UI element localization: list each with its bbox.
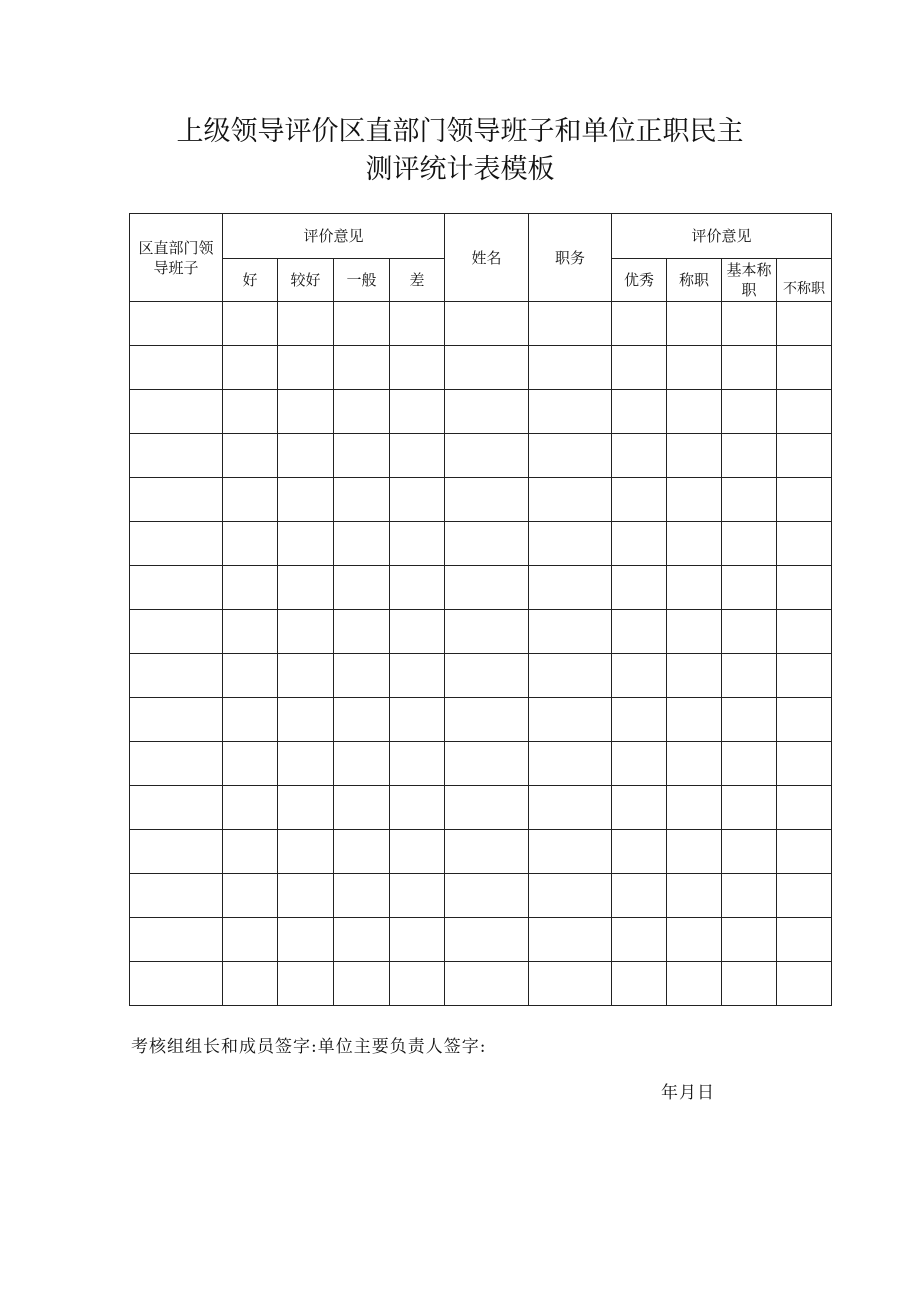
table-cell[interactable]: [612, 346, 667, 390]
table-cell[interactable]: [223, 434, 278, 478]
table-cell[interactable]: [777, 654, 832, 698]
table-cell[interactable]: [667, 830, 722, 874]
table-cell[interactable]: [130, 390, 223, 434]
table-cell[interactable]: [667, 654, 722, 698]
table-cell[interactable]: [529, 302, 612, 346]
table-row: [130, 346, 832, 390]
table-cell[interactable]: [445, 654, 529, 698]
table-cell[interactable]: [667, 874, 722, 918]
header-incompetent: 不称职: [777, 259, 832, 302]
table-cell[interactable]: [445, 434, 529, 478]
table-cell[interactable]: [390, 874, 445, 918]
table-cell[interactable]: [667, 918, 722, 962]
table-cell[interactable]: [777, 874, 832, 918]
table-row: [130, 830, 832, 874]
header-dept-team: 区直部门领导班子: [130, 214, 223, 302]
table-cell[interactable]: [667, 698, 722, 742]
header-evaluation-2: 评价意见: [612, 214, 832, 259]
table-cell[interactable]: [278, 434, 334, 478]
table-cell[interactable]: [223, 698, 278, 742]
table-cell[interactable]: [529, 962, 612, 1006]
table-cell[interactable]: [529, 874, 612, 918]
table-cell[interactable]: [278, 478, 334, 522]
table-cell[interactable]: [445, 390, 529, 434]
table-cell[interactable]: [445, 478, 529, 522]
table-cell[interactable]: [390, 434, 445, 478]
table-cell[interactable]: [612, 522, 667, 566]
table-cell[interactable]: [612, 390, 667, 434]
table-row: [130, 478, 832, 522]
table-cell[interactable]: [445, 566, 529, 610]
table-cell[interactable]: [445, 786, 529, 830]
table-cell[interactable]: [390, 742, 445, 786]
table-cell[interactable]: [130, 742, 223, 786]
table-cell[interactable]: [722, 830, 777, 874]
table-cell[interactable]: [278, 566, 334, 610]
table-cell[interactable]: [777, 302, 832, 346]
table-cell[interactable]: [223, 610, 278, 654]
table-cell[interactable]: [529, 478, 612, 522]
table-cell[interactable]: [130, 830, 223, 874]
table-cell[interactable]: [722, 654, 777, 698]
table-cell[interactable]: [529, 390, 612, 434]
table-cell[interactable]: [223, 654, 278, 698]
table-cell[interactable]: [667, 434, 722, 478]
table-cell[interactable]: [334, 654, 390, 698]
table-cell[interactable]: [612, 478, 667, 522]
table-cell[interactable]: [667, 786, 722, 830]
table-row: [130, 654, 832, 698]
table-cell[interactable]: [612, 698, 667, 742]
header-poor: 差: [390, 259, 445, 302]
table-cell[interactable]: [777, 434, 832, 478]
table-cell[interactable]: [612, 434, 667, 478]
table-cell[interactable]: [278, 786, 334, 830]
table-cell[interactable]: [722, 874, 777, 918]
table-cell[interactable]: [722, 522, 777, 566]
table-cell[interactable]: [334, 830, 390, 874]
table-cell[interactable]: [278, 610, 334, 654]
header-fairly-good: 较好: [278, 259, 334, 302]
table-row: [130, 874, 832, 918]
table-cell[interactable]: [445, 918, 529, 962]
table-cell[interactable]: [722, 698, 777, 742]
table-cell[interactable]: [722, 302, 777, 346]
table-cell[interactable]: [777, 346, 832, 390]
table-cell[interactable]: [334, 390, 390, 434]
table-cell[interactable]: [612, 874, 667, 918]
table-cell[interactable]: [278, 830, 334, 874]
table-cell[interactable]: [334, 302, 390, 346]
table-row: [130, 962, 832, 1006]
table-cell[interactable]: [667, 478, 722, 522]
table-cell[interactable]: [722, 962, 777, 1006]
table-cell[interactable]: [612, 566, 667, 610]
header-basically-competent: 基本称职: [722, 259, 777, 302]
table-cell[interactable]: [130, 566, 223, 610]
table-row: [130, 390, 832, 434]
date-line: 年月日: [661, 1083, 715, 1103]
table-cell[interactable]: [334, 478, 390, 522]
table-cell[interactable]: [612, 962, 667, 1006]
table-cell[interactable]: [223, 962, 278, 1006]
table-cell[interactable]: [777, 478, 832, 522]
table-cell[interactable]: [334, 434, 390, 478]
table-cell[interactable]: [722, 346, 777, 390]
table-row: [130, 610, 832, 654]
table-cell[interactable]: [390, 962, 445, 1006]
table-cell[interactable]: [334, 786, 390, 830]
table-row: [130, 522, 832, 566]
table-cell[interactable]: [334, 698, 390, 742]
table-cell[interactable]: [777, 742, 832, 786]
table-cell[interactable]: [667, 610, 722, 654]
table-cell[interactable]: [130, 962, 223, 1006]
table-cell[interactable]: [445, 610, 529, 654]
table-cell[interactable]: [130, 346, 223, 390]
header-excellent: 优秀: [612, 259, 667, 302]
table-cell[interactable]: [130, 610, 223, 654]
table-cell[interactable]: [612, 830, 667, 874]
table-cell[interactable]: [278, 742, 334, 786]
document-title-line1: 上级领导评价区直部门领导班子和单位正职民主: [176, 116, 744, 147]
table-cell[interactable]: [130, 654, 223, 698]
table-cell[interactable]: [777, 522, 832, 566]
table-cell[interactable]: [334, 566, 390, 610]
document-title-line2: 测评统计表模板: [365, 154, 555, 185]
table-cell[interactable]: [722, 610, 777, 654]
header-competent: 称职: [667, 259, 722, 302]
table-cell[interactable]: [334, 522, 390, 566]
table-cell[interactable]: [223, 478, 278, 522]
table-cell[interactable]: [334, 918, 390, 962]
header-position: 职务: [529, 214, 612, 302]
table-cell[interactable]: [334, 742, 390, 786]
table-cell[interactable]: [390, 698, 445, 742]
table-cell[interactable]: [390, 786, 445, 830]
table-cell[interactable]: [390, 918, 445, 962]
table-cell[interactable]: [529, 830, 612, 874]
table-cell[interactable]: [390, 610, 445, 654]
table-cell[interactable]: [667, 302, 722, 346]
table-cell[interactable]: [722, 390, 777, 434]
table-cell[interactable]: [529, 742, 612, 786]
table-cell[interactable]: [722, 918, 777, 962]
table-cell[interactable]: [445, 962, 529, 1006]
table-cell[interactable]: [223, 522, 278, 566]
table-cell[interactable]: [130, 786, 223, 830]
table-cell[interactable]: [529, 698, 612, 742]
table-cell[interactable]: [278, 346, 334, 390]
table-cell[interactable]: [278, 522, 334, 566]
table-cell[interactable]: [529, 434, 612, 478]
table-body: [130, 302, 832, 1006]
table-cell[interactable]: [390, 302, 445, 346]
table-cell[interactable]: [612, 302, 667, 346]
table-cell[interactable]: [612, 610, 667, 654]
table-cell[interactable]: [529, 346, 612, 390]
table-cell[interactable]: [529, 654, 612, 698]
signature-line: 考核组组长和成员签字:单位主要负责人签字:: [131, 1037, 487, 1057]
table-cell[interactable]: [334, 874, 390, 918]
table-cell[interactable]: [334, 610, 390, 654]
table-cell[interactable]: [612, 786, 667, 830]
table-cell[interactable]: [130, 522, 223, 566]
table-cell[interactable]: [223, 830, 278, 874]
table-cell[interactable]: [130, 302, 223, 346]
table-cell[interactable]: [390, 478, 445, 522]
header-name: 姓名: [445, 214, 529, 302]
table-cell[interactable]: [777, 918, 832, 962]
table-cell[interactable]: [445, 522, 529, 566]
table-cell[interactable]: [667, 742, 722, 786]
table-cell[interactable]: [722, 742, 777, 786]
table-cell[interactable]: [223, 566, 278, 610]
table-cell[interactable]: [390, 654, 445, 698]
table-cell[interactable]: [130, 918, 223, 962]
table-cell[interactable]: [612, 654, 667, 698]
table-cell[interactable]: [612, 918, 667, 962]
header-evaluation-1: 评价意见: [223, 214, 445, 259]
table-cell[interactable]: [445, 742, 529, 786]
table-cell[interactable]: [612, 742, 667, 786]
table-cell[interactable]: [130, 874, 223, 918]
table-row: [130, 786, 832, 830]
table-cell[interactable]: [278, 654, 334, 698]
table-cell[interactable]: [223, 346, 278, 390]
table-cell[interactable]: [667, 962, 722, 1006]
table-row: [130, 698, 832, 742]
table-cell[interactable]: [777, 610, 832, 654]
table-cell[interactable]: [223, 874, 278, 918]
table-cell[interactable]: [390, 390, 445, 434]
table-row: [130, 434, 832, 478]
table-cell[interactable]: [529, 610, 612, 654]
table-row: [130, 302, 832, 346]
table-cell[interactable]: [722, 434, 777, 478]
evaluation-table: [129, 213, 832, 1006]
table-cell[interactable]: [278, 698, 334, 742]
table-cell[interactable]: [130, 478, 223, 522]
table-cell[interactable]: [278, 390, 334, 434]
table-cell[interactable]: [278, 874, 334, 918]
table-cell[interactable]: [445, 698, 529, 742]
table-cell[interactable]: [130, 698, 223, 742]
table-cell[interactable]: [223, 302, 278, 346]
table-cell[interactable]: [777, 390, 832, 434]
table-cell[interactable]: [667, 566, 722, 610]
table-cell[interactable]: [390, 566, 445, 610]
table-cell[interactable]: [777, 830, 832, 874]
table-cell[interactable]: [390, 346, 445, 390]
table-cell[interactable]: [667, 346, 722, 390]
table-cell[interactable]: [278, 962, 334, 1006]
table-row: [130, 918, 832, 962]
table-cell[interactable]: [445, 830, 529, 874]
table-row: [130, 742, 832, 786]
table-cell[interactable]: [777, 698, 832, 742]
table-cell[interactable]: [529, 786, 612, 830]
table-cell[interactable]: [529, 566, 612, 610]
table-cell[interactable]: [777, 786, 832, 830]
table-cell[interactable]: [777, 962, 832, 1006]
table-cell[interactable]: [334, 962, 390, 1006]
table-cell[interactable]: [334, 346, 390, 390]
table-cell[interactable]: [223, 786, 278, 830]
table-cell[interactable]: [445, 302, 529, 346]
table-cell[interactable]: [722, 786, 777, 830]
table-cell[interactable]: [223, 918, 278, 962]
table-cell[interactable]: [278, 302, 334, 346]
table-cell[interactable]: [667, 390, 722, 434]
table-cell[interactable]: [667, 522, 722, 566]
table-cell[interactable]: [529, 918, 612, 962]
table-cell[interactable]: [390, 830, 445, 874]
table-cell[interactable]: [529, 522, 612, 566]
table-cell[interactable]: [445, 346, 529, 390]
table-cell[interactable]: [278, 918, 334, 962]
table-row: [130, 566, 832, 610]
header-good: 好: [223, 259, 278, 302]
table-cell[interactable]: [445, 874, 529, 918]
table-cell[interactable]: [722, 566, 777, 610]
header-average: 一般: [334, 259, 390, 302]
table-cell[interactable]: [390, 522, 445, 566]
table-cell[interactable]: [223, 390, 278, 434]
table-cell[interactable]: [130, 434, 223, 478]
table-cell[interactable]: [223, 742, 278, 786]
table-cell[interactable]: [777, 566, 832, 610]
table-cell[interactable]: [722, 478, 777, 522]
